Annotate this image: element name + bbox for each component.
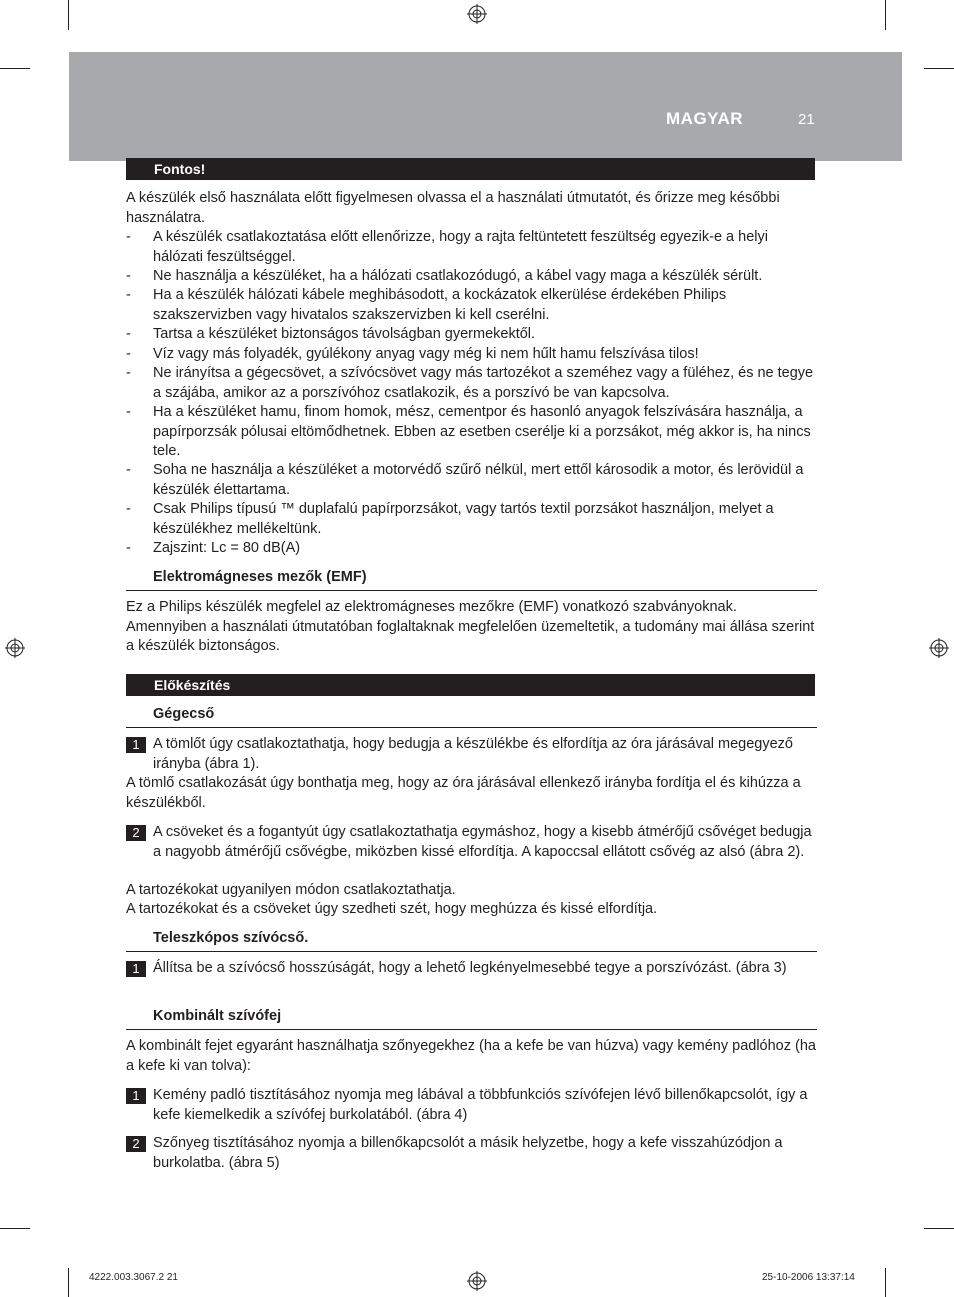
step-text: A csöveket és a fogantyút úgy csatlakoztathatja egymáshoz, hogy a kisebb átmérőjű csővéget bedugja a nagyobb átmérőjű csővégbe, miközben kissé elfordítja. A kapoccsal ellátott csővég az alsó (ábra 2). <box>153 824 812 860</box>
bullet-char: - <box>126 346 131 362</box>
step-number: 1 <box>126 961 146 977</box>
step-number: 1 <box>126 737 146 753</box>
bullet-text: Ha a készüléket hamu, finom homok, mész, cementpor és hasonló anyagok felszívására használja, a papírporzsák pólusai eltömődhetnek. Ebben az esetben cserélje ki a porzsákot, még akkor is, ha nincs tele. <box>153 404 811 459</box>
emf-heading: Elektromágneses mezők (EMF) <box>153 569 367 585</box>
step-text: A tömlőt úgy csatlakoztathatja, hogy bedugja a készülékbe és elfordítja az óra járásával megegyező irányba (ábra 1). <box>153 736 793 772</box>
bullet-char: - <box>126 268 131 284</box>
step-text: Kemény padló tisztításához nyomja meg lábával a többfunkciós szívófejen lévő billenőkapcsolót, így a kefe kiemelkedik a szívófej burkolatából. (ábra 4) <box>153 1087 808 1123</box>
important-intro: A készülék első használata előtt figyelmesen olvassa el a használati útmutatót, és őrizze meg későbbi használatra. <box>126 190 780 226</box>
bullet-char: - <box>126 404 131 420</box>
step-number: 2 <box>126 825 146 841</box>
step-number: 2 <box>126 1136 146 1152</box>
telescopic-heading: Teleszkópos szívócső. <box>153 930 309 946</box>
crop-mark <box>885 1268 886 1297</box>
crop-mark <box>68 1268 69 1297</box>
step-note: A tömlő csatlakozását úgy bonthatja meg, hogy az óra járásával ellenkező irányba fordítja el és kihúzza a készülékből. <box>126 775 801 811</box>
bullet-text: Soha ne használja a készüléket a motorvédő szűrő nélkül, mert ettől károsodik a motor, és lerövidül a készülék élettartama. <box>153 462 804 498</box>
footer-doc-code: 4222.003.3067.2 21 <box>89 1272 178 1283</box>
combi-intro: A kombinált fejet egyaránt használhatja szőnyegekhez (ha a kefe be van húzva) vagy kemény padlóhoz (ha a kefe ki van tolva): <box>126 1038 816 1074</box>
bullet-text: Tartsa a készüléket biztonságos távolságban gyermekektől. <box>153 326 536 342</box>
bullet-char: - <box>126 540 131 556</box>
section-title: Előkészítés <box>154 677 231 693</box>
registration-mark-icon <box>5 638 25 658</box>
combi-heading: Kombinált szívófej <box>153 1008 282 1024</box>
crop-mark <box>0 68 30 69</box>
bullet-char: - <box>126 287 131 303</box>
crop-mark <box>885 0 886 30</box>
registration-mark-icon <box>467 4 487 24</box>
step-note: A tartozékokat és a csöveket úgy szedheti szét, hogy meghúzza és kissé elfordítja. <box>126 901 658 917</box>
step-number: 1 <box>126 1088 146 1104</box>
language-heading: MAGYAR <box>666 109 743 128</box>
bullet-char: - <box>126 462 131 478</box>
bullet-text: Víz vagy más folyadék, gyúlékony anyag vagy még ki nem hűlt hamu felszívása tilos! <box>153 346 699 362</box>
bullet-char: - <box>126 501 131 517</box>
bullet-char: - <box>126 326 131 342</box>
bullet-char: - <box>126 365 131 381</box>
bullet-char: - <box>126 229 131 245</box>
crop-mark <box>0 1228 30 1229</box>
bullet-text: Ne irányítsa a gégecsövet, a szívócsövet vagy más tartozékot a szeméhez vagy a füléhez, és ne tegye a szájába, amikor az a porszívóhoz csatlakozik, és a porszívó be van kapcsolva. <box>153 365 814 401</box>
bullet-text: Zajszint: Lc = 80 dB(A) <box>153 540 301 556</box>
emf-text: Ez a Philips készülék megfelel az elektromágneses mezőkre (EMF) vonatkozó szabványoknak. Amennyiben a használati útmutatóban foglaltaknak megfelelően üzemeltetik, a tudomány mai állása szerint a készülék biztonságos. <box>126 599 815 654</box>
divider <box>126 727 817 728</box>
bullet-text: Ne használja a készüléket, ha a hálózati csatlakozódugó, a kábel vagy maga a készülék sérült. <box>153 268 763 284</box>
crop-mark <box>924 1228 954 1229</box>
step-text: Állítsa be a szívócső hosszúságát, hogy a lehető legkényelmesebbé tegye a porszívózást. (ábra 3) <box>153 960 787 976</box>
registration-mark-icon <box>467 1271 487 1291</box>
divider <box>126 1029 817 1030</box>
section-bar-important <box>126 158 815 180</box>
registration-mark-icon <box>929 638 949 658</box>
section-bar-preparation <box>126 674 815 696</box>
header-band <box>69 52 902 161</box>
section-title: Fontos! <box>154 161 206 177</box>
step-text: Szőnyeg tisztításához nyomja a billenőkapcsolót a másik helyzetbe, hogy a kefe visszahúzódjon a burkolatba. (ábra 5) <box>153 1135 783 1171</box>
divider <box>126 951 817 952</box>
bullet-text: Csak Philips típusú ™ duplafalú papírporzsákot, vagy tartós textil porzsákot használjon, melyet a készülékhez mellékeltünk. <box>153 501 774 537</box>
crop-mark <box>924 68 954 69</box>
bullet-text: A készülék csatlakoztatása előtt ellenőrizze, hogy a rajta feltüntetett feszültség egyezik-e a helyi hálózati feszültséggel. <box>153 229 768 265</box>
page-number: 21 <box>798 111 815 128</box>
hose-heading: Gégecső <box>153 706 215 722</box>
footer-timestamp: 25-10-2006 13:37:14 <box>762 1272 855 1283</box>
bullet-text: Ha a készülék hálózati kábele meghibásodott, a kockázatok elkerülése érdekében Philips szakszervizben vagy hivatalos szakszervizben ki kell cserélni. <box>153 287 727 323</box>
crop-mark <box>68 0 69 30</box>
divider <box>126 590 817 591</box>
step-note: A tartozékokat ugyanilyen módon csatlakoztathatja. <box>126 882 456 898</box>
